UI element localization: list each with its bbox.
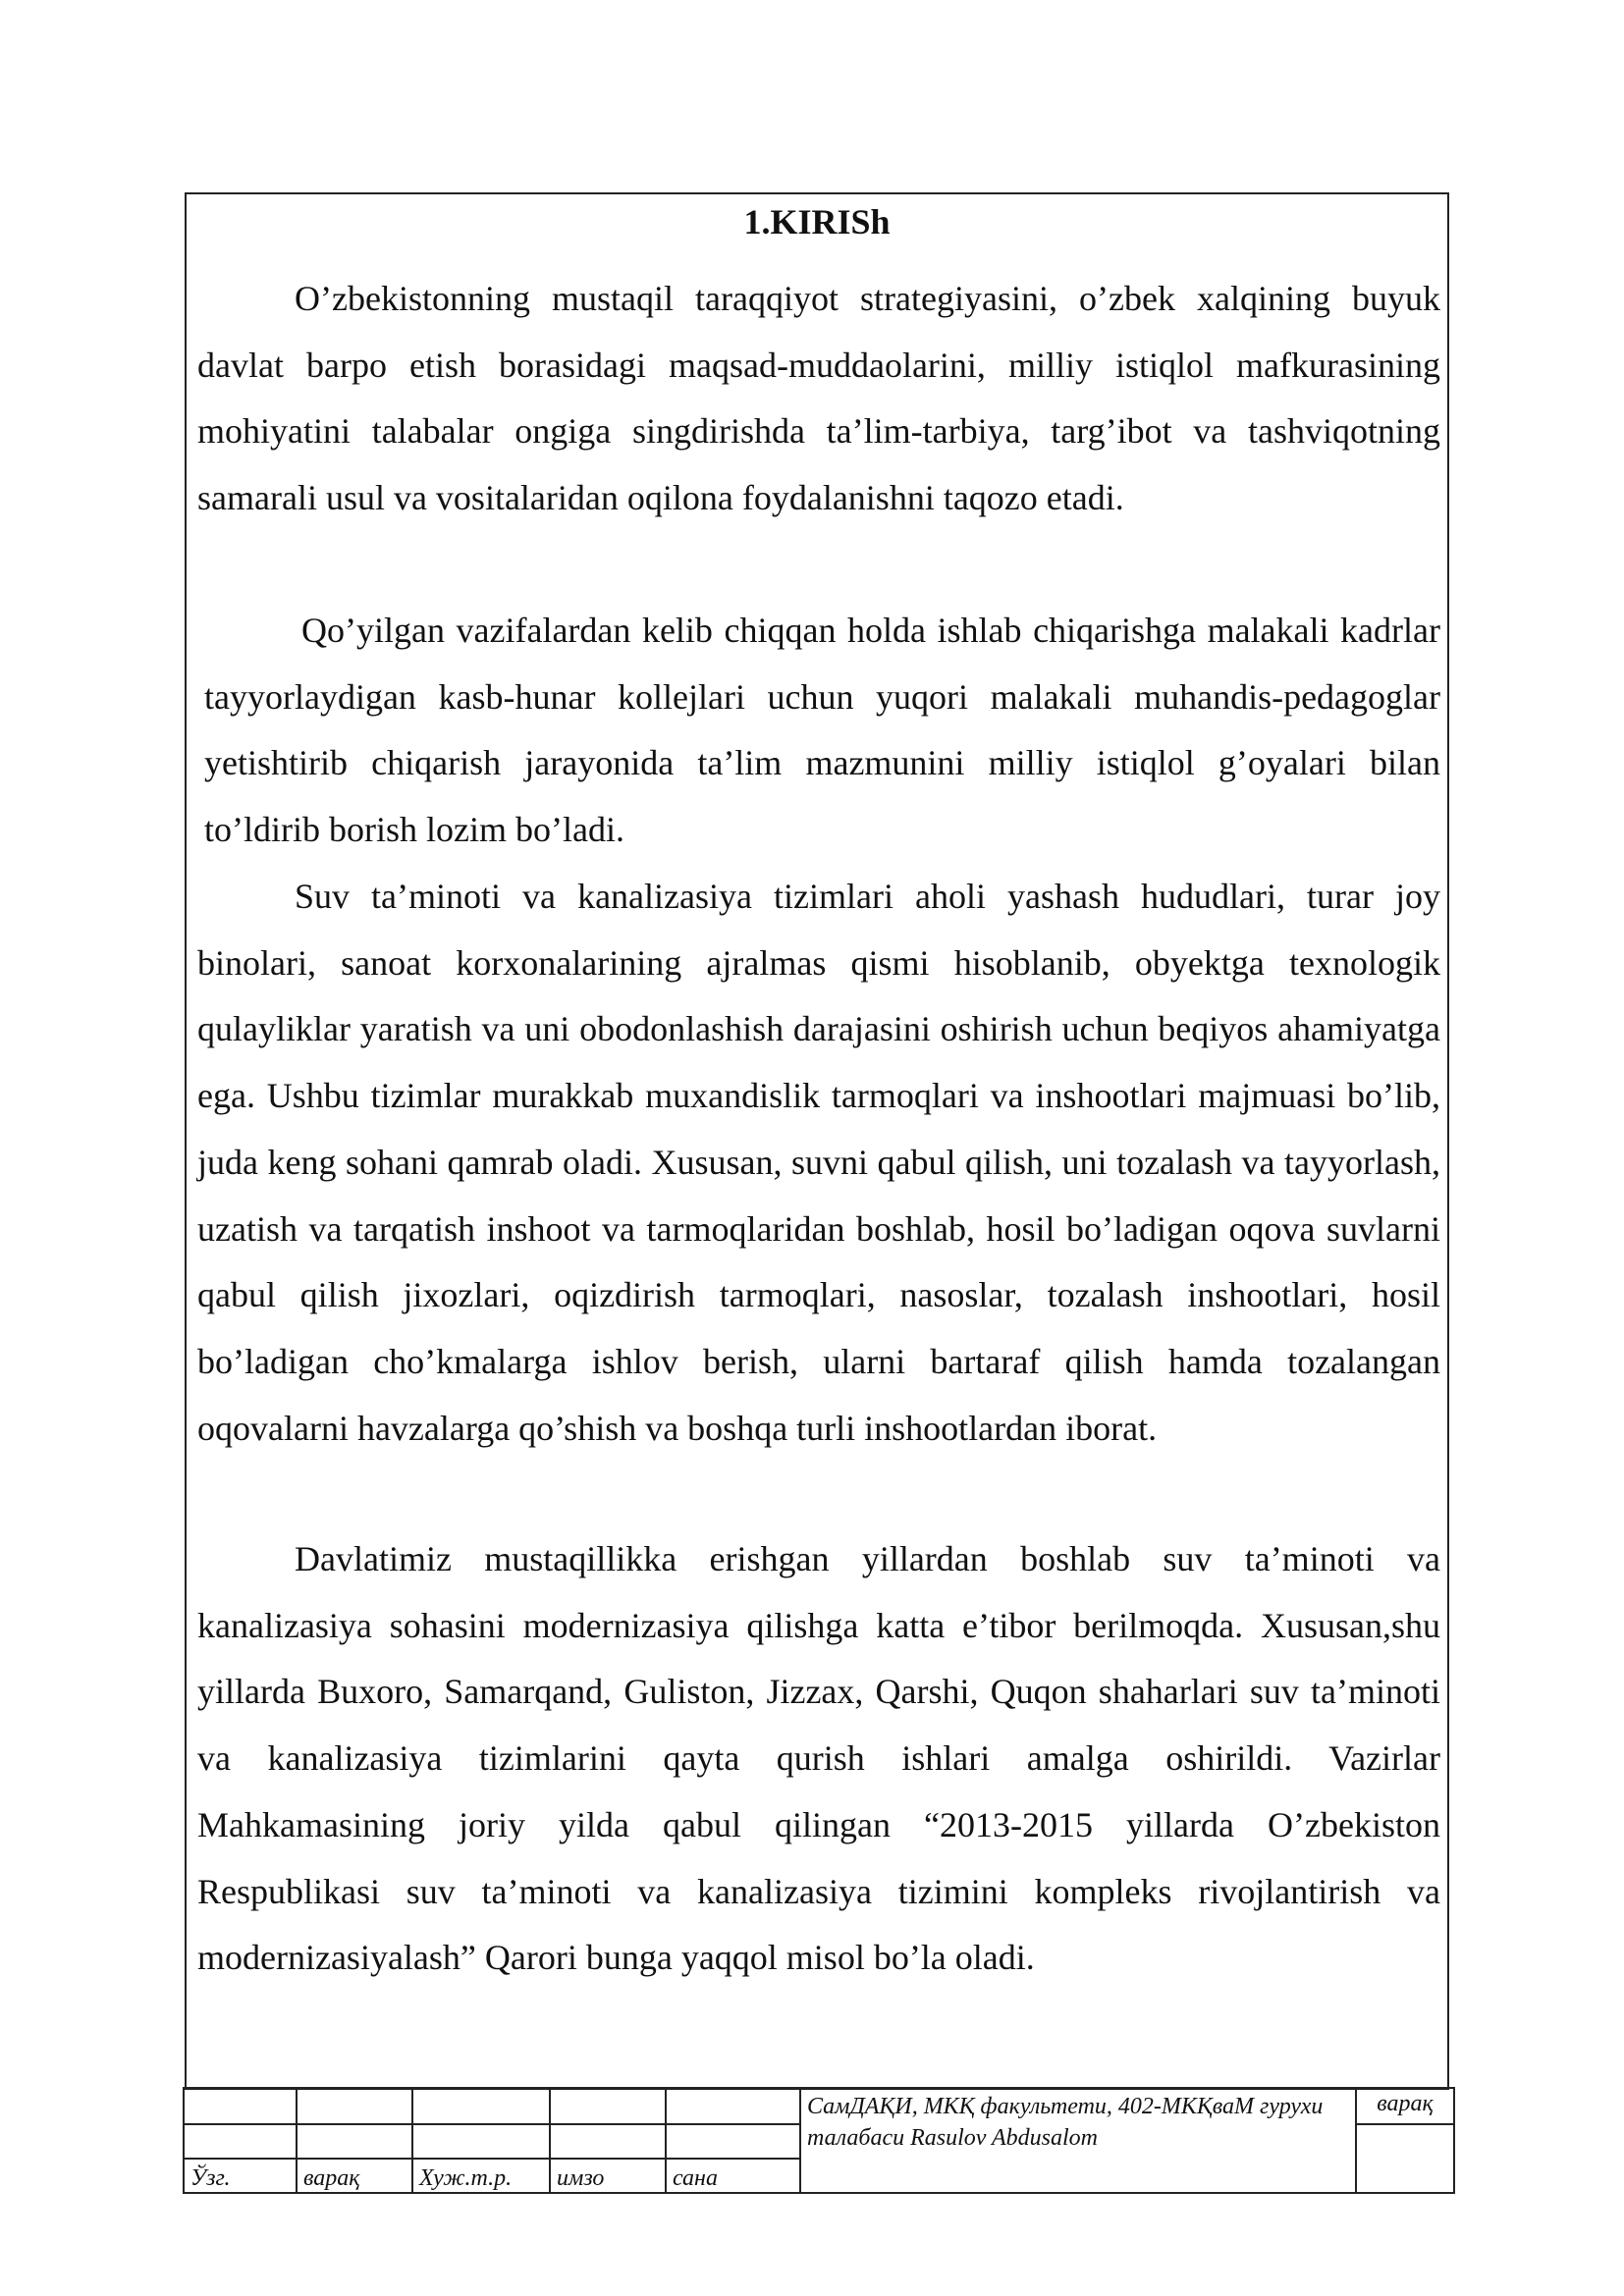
stamp-cell <box>412 2124 550 2159</box>
stamp-sheet-number <box>1356 2124 1454 2193</box>
stamp-cell <box>297 2124 412 2159</box>
stamp-cell <box>184 2088 297 2124</box>
section-heading: 1.KIRISh <box>743 202 891 241</box>
stamp-col-doc-no: Хуж.т.р. <box>412 2159 550 2193</box>
stamp-col-date: сана <box>666 2159 800 2193</box>
paragraph-4: Davlatimiz mustaqillikka erishgan yillardan boshlab suv ta’minoti va kanalizasiya sohasini modernizasiya qilishga katta e’tibor berilmoqda. Xususan,shu yillarda Buxoro, Samarqand, Guliston, Jizzax, Qarshi, Quqon shaharlari suv ta’minoti va kanalizasiya tizimlarini qayta qurish ishlari amalga oshirildi. Vazirlar Mahkamasining joriy yilda qabul qilingan “2013-2015 yillarda O’zbekiston Respublikasi suv ta’minoti va kanalizasiya tizimini kompleks rivojlantirish va modernizasiyalash” Qarori bunga yaqqol misol bo’la oladi. <box>197 1539 1440 1978</box>
stamp-col-change: Ўзг. <box>184 2159 297 2193</box>
stamp-cell <box>297 2088 412 2124</box>
stamp-cell <box>550 2124 666 2159</box>
paragraph-3: Suv ta’minoti va kanalizasiya tizimlari aholi yashash hududlari, turar joy binolari, sanoat korxonalarining ajralmas qismi hisoblanib, obyektga texnologik qulayliklar yaratish va uni obodonlashish darajasini oshirish uchun beqiyos ahamiyatga ega. Ushbu tizimlar murakkab muxandislik tarmoqlari va inshootlari majmuasi bo’lib, juda keng sohani qamrab oladi. Xususan, suvni qabul qilish, uni tozalash va tayyorlash, uzatish va tarqatish inshoot va tarmoqlaridan boshlab, hosil bo’ladigan oqova suvlarni qabul qilish jixozlari, oqizdirish tarmoqlari, nasoslar, tozalash inshootlari, hosil bo’ladigan cho’kmalarga ishlov berish, ularni bartaraf qilish hamda tozalangan oqovalarni havzalarga qo’shish va boshqa turli inshootlardan iborat. <box>197 877 1440 1448</box>
stamp-cell <box>550 2088 666 2124</box>
stamp-cell <box>666 2124 800 2159</box>
stamp-description: СамДАҚИ, МКҚ факультети, 402-МКҚваМ гурухи талабаси Rasulov Abdusalom <box>800 2088 1356 2193</box>
paragraph-2: Qo’yilgan vazifalardan kelib chiqqan holda ishlab chiqarishga malakali kadrlar tayyorlaydigan kasb-hunar kollejlari uchun yuqori malakali muhandis-pedagoglar yetishtirib chiqarish jarayonida ta’lim mazmunini milliy istiqlol g’oyalari bilan to’ldirib borish lozim bo’ladi. <box>204 611 1440 850</box>
stamp-sheet-label: варақ <box>1356 2088 1454 2124</box>
stamp-cell <box>184 2124 297 2159</box>
title-block <box>183 2087 1455 2194</box>
stamp-cell <box>666 2088 800 2124</box>
stamp-cell <box>412 2088 550 2124</box>
stamp-col-sheet: варақ <box>297 2159 412 2193</box>
stamp-col-signature: имзо <box>550 2159 666 2193</box>
paragraph-1: O’zbekistonning mustaqil taraqqiyot strategiyasini, o’zbek xalqining buyuk davlat barpo etish borasidagi maqsad-muddaolarini, milliy istiqlol mafkurasining mohiyatini talabalar ongiga singdirishda ta’lim-tarbiya, targ’ibot va tashviqotning samarali usul va vositalaridan oqilona foydalanishni taqozo etadi. <box>197 279 1440 518</box>
